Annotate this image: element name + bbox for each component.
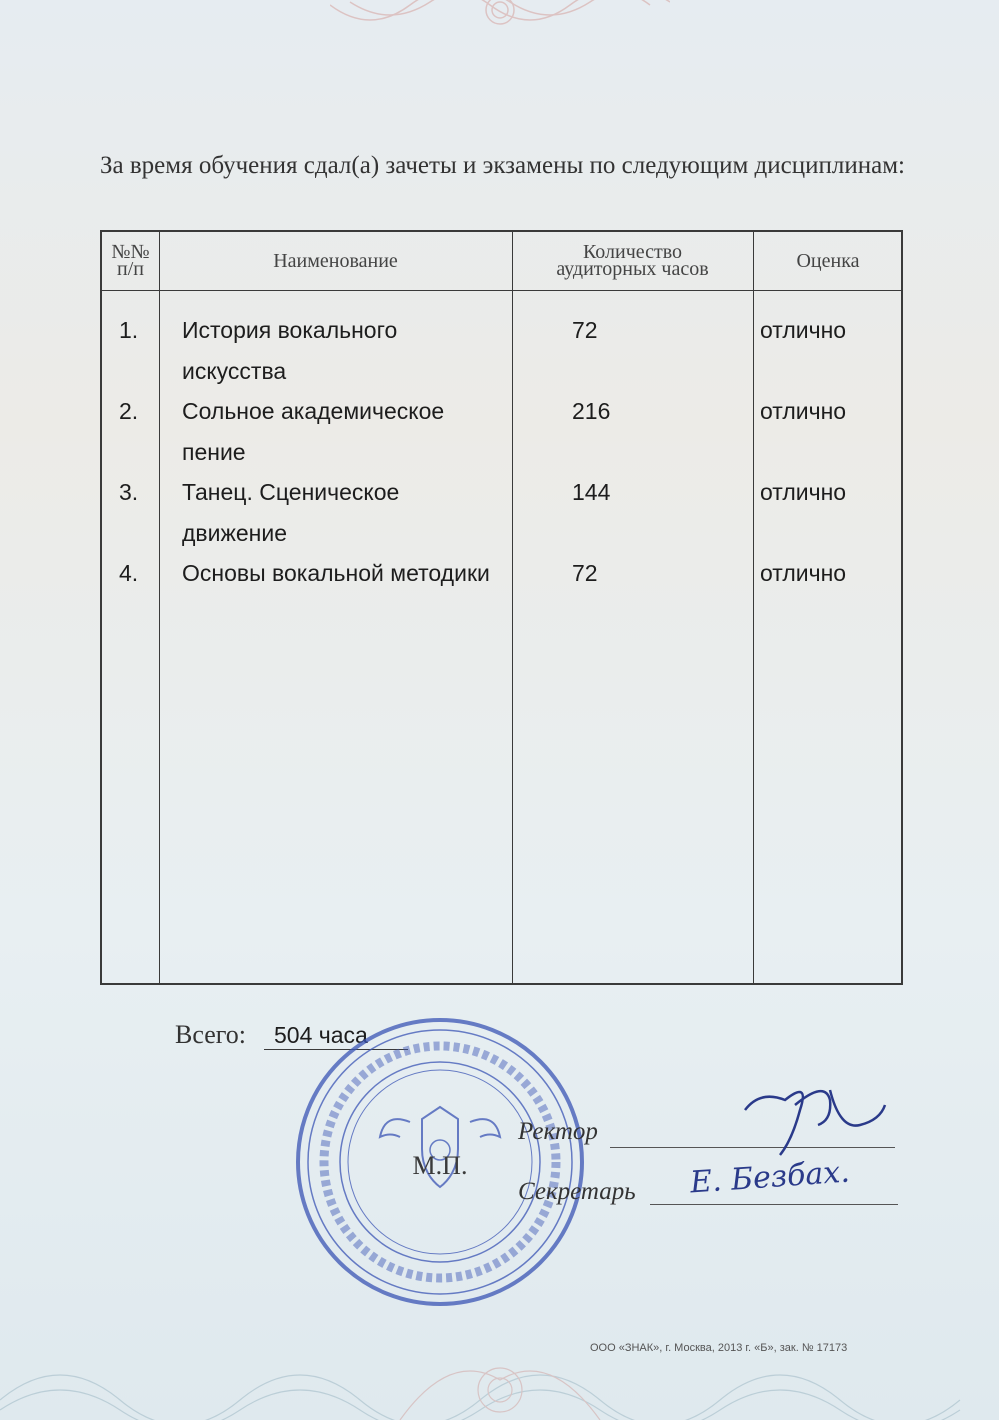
header-grade: Оценка bbox=[796, 249, 860, 272]
top-ornament bbox=[330, 0, 670, 40]
row-discipline: Основы вокальной методики bbox=[182, 560, 490, 586]
row-discipline: История вокального искусства bbox=[182, 317, 398, 384]
table-row bbox=[102, 310, 901, 391]
row-hours: 72 bbox=[572, 317, 598, 343]
intro-text: За время обучения сдал(а) зачеты и экзамены по следующим дисциплинам: bbox=[100, 152, 905, 179]
grades-table bbox=[100, 230, 903, 985]
secretary-signature: Е. Безбах. bbox=[688, 1154, 851, 1201]
row-grade: отлично bbox=[760, 560, 847, 586]
row-grade: отлично bbox=[760, 398, 847, 424]
secretary-label: Секретарь bbox=[518, 1178, 636, 1205]
row-discipline: Танец. Сценическое движение bbox=[182, 479, 400, 546]
row-discipline: Сольное академическое пение bbox=[182, 398, 445, 465]
printer-footer: ООО «ЗНАК», г. Москва, 2013 г. «Б», зак. № 17173 bbox=[590, 1342, 848, 1354]
total-label: Всего: bbox=[175, 1020, 246, 1049]
official-stamp bbox=[290, 1012, 590, 1312]
header-hours-line1: Количество bbox=[582, 241, 683, 263]
header-name: Наименование bbox=[273, 249, 398, 272]
row-number: 3. bbox=[119, 479, 139, 505]
table-row bbox=[102, 472, 901, 553]
secretary-signature-row bbox=[518, 1178, 636, 1206]
secretary-signature-line bbox=[650, 1204, 898, 1205]
row-hours: 144 bbox=[572, 479, 611, 505]
row-hours: 72 bbox=[572, 560, 598, 586]
row-grade: отлично bbox=[760, 317, 847, 343]
row-number: 4. bbox=[119, 560, 139, 586]
total-value: 504 часа bbox=[264, 1022, 408, 1050]
table-row bbox=[102, 553, 901, 634]
header-hours bbox=[512, 232, 753, 290]
bottom-ornament bbox=[0, 1310, 999, 1420]
row-number: 1. bbox=[119, 317, 139, 343]
header-divider bbox=[102, 290, 901, 291]
header-hours-line2: аудиторных часов bbox=[556, 258, 709, 280]
row-grade: отлично bbox=[760, 479, 847, 505]
table-row bbox=[102, 391, 901, 472]
rector-signature-row bbox=[518, 1118, 598, 1146]
rector-signature bbox=[740, 1070, 900, 1160]
row-hours: 216 bbox=[572, 398, 611, 424]
header-number: №№ п/п bbox=[111, 241, 150, 280]
rector-label: Ректор bbox=[518, 1118, 598, 1145]
row-number: 2. bbox=[119, 398, 139, 424]
stamp-mp-label: М.П. bbox=[412, 1151, 468, 1180]
